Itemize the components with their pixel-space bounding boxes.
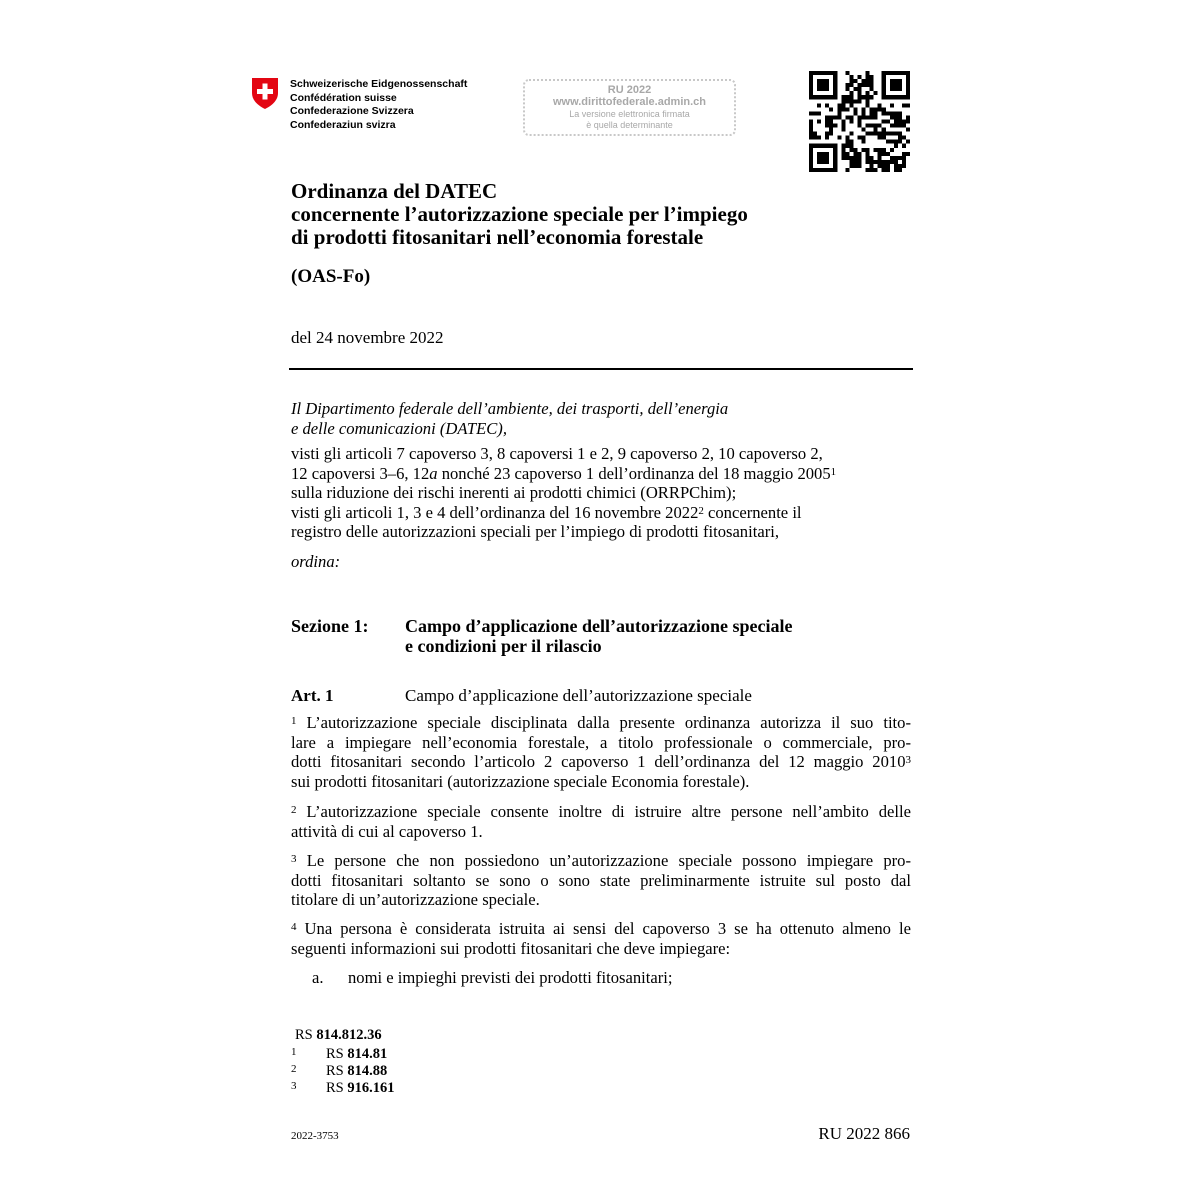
confederation-name-de: Schweizerische Eidgenossenschaft <box>290 78 468 90</box>
title-line: Ordinanza del DATEC <box>291 179 498 203</box>
paragraph-text: Una persona è considerata istruita ai sensi del capoverso 3 se ha ottenuto almeno le <box>296 919 911 938</box>
swiss-shield-icon <box>250 76 280 110</box>
section-title <box>405 616 792 656</box>
title-abbreviation: (OAS-Fo) <box>291 266 371 287</box>
paragraph-number: 4 <box>291 921 297 933</box>
footnote-ref: 814.88 <box>347 1063 388 1079</box>
document-title <box>291 180 748 249</box>
list-item: nomi e impieghi previsti dei prodotti fitosanitari; <box>348 968 673 987</box>
footnote-ref: 814.81 <box>347 1046 388 1062</box>
paragraph-line: dotti fitosanitari soltanto se sono o sono state preliminarmente istruite sul posto dal <box>291 870 911 890</box>
paragraph-line: titolare di un’autorizzazione speciale. <box>291 890 540 909</box>
footnote-ref-2[interactable]: 2 <box>698 504 704 517</box>
confederation-name-fr: Confédération suisse <box>290 91 397 104</box>
preamble-text: nonché 23 capoverso 1 dell’ordinanza del 18 maggio 2005 <box>437 463 831 483</box>
paragraph-line <box>291 713 911 733</box>
rs-number <box>295 1027 382 1044</box>
footnote-number: 1 <box>291 1046 297 1058</box>
stamp-url: www.dirittofederale.admin.ch <box>552 96 706 108</box>
preamble-text: 12 capoversi 3–6, 12 <box>291 463 430 483</box>
footnote-prefix: RS <box>326 1080 348 1096</box>
confederation-name-it: Confederazione Svizzera <box>290 105 414 117</box>
preamble-line <box>291 503 836 523</box>
paragraph-text: L’autorizzazione speciale consente inoltre di istruire altre persone nell’ambito delle <box>296 802 911 821</box>
footnote-text <box>326 1080 395 1097</box>
preamble <box>291 444 836 542</box>
section-title-line: e condizioni per il rilascio <box>405 636 602 656</box>
paragraph-2 <box>291 802 911 841</box>
paragraph-line <box>291 752 911 772</box>
confederation-names <box>290 78 467 132</box>
document-date: del 24 novembre 2022 <box>291 328 444 347</box>
paragraph-line: seguenti informazioni sui prodotti fitosanitari che deve impiegare: <box>291 938 731 958</box>
title-line: di prodotti fitosanitari nell’economia forestale <box>291 225 704 249</box>
rs-prefix: RS <box>295 1027 317 1043</box>
footnote-prefix: RS <box>326 1063 348 1079</box>
paragraph-line <box>291 851 911 871</box>
paragraph-number: 2 <box>291 804 297 816</box>
paragraph-line <box>291 802 911 822</box>
article-title: Campo d’applicazione dell’autorizzazione speciale <box>405 686 752 705</box>
stamp-ru: RU 2022 <box>607 84 652 96</box>
preamble-line: visti gli articoli 7 capoverso 3, 8 capoversi 1 e 2, 9 capoverso 2, 10 capoverso 2, <box>291 444 823 463</box>
publication-stamp <box>523 79 736 136</box>
paragraph-text: L’autorizzazione speciale disciplinata dalla presente ordinanza autorizza il suo tito- <box>296 713 911 732</box>
preamble-text: visti gli articoli 1, 3 e 4 dell’ordinanza del 16 novembre 2022 <box>291 502 699 522</box>
document-number: 2022-3753 <box>291 1130 339 1142</box>
paragraph-3 <box>291 851 911 910</box>
paragraph-number: 3 <box>291 853 297 865</box>
paragraph-line: sui prodotti fitosanitari (autorizzazione speciale Economia forestale). <box>291 771 750 791</box>
preamble-line: sulla riduzione dei rischi inerenti ai prodotti chimici (ORRPChim); <box>291 483 737 502</box>
confederation-name-rm: Confederaziun svizra <box>290 118 396 131</box>
section-number: Sezione 1: <box>291 616 369 636</box>
paragraph-line: attività di cui al capoverso 1. <box>291 821 483 841</box>
authority-line: e delle comunicazioni (DATEC), <box>291 418 507 438</box>
preamble-line: registro delle autorizzazioni speciali per l’impiego di prodotti fitosanitari, <box>291 522 779 541</box>
rs-value: 814.812.36 <box>316 1027 382 1043</box>
paragraph-text: Le persone che non possiedono un’autorizzazione speciale possono impiegare pro- <box>296 851 911 870</box>
title-line: concernente l’autorizzazione speciale per l’impiego <box>291 202 748 226</box>
article-number: Art. 1 <box>291 686 334 705</box>
footnote-text <box>326 1046 387 1063</box>
list-item-letter: a. <box>312 968 324 987</box>
footnote-ref-3[interactable]: 3 <box>905 754 911 766</box>
authority-line: Il Dipartimento federale dell’ambiente, dei trasporti, dell’energia <box>291 399 729 418</box>
preamble-text: concernente il <box>703 502 802 522</box>
paragraph-line: lare a impiegare nell’economia forestale, a titolo professionale o commerciale, pro- <box>291 732 911 752</box>
footnote-prefix: RS <box>326 1046 348 1062</box>
divider <box>289 368 913 370</box>
preamble-italic: a <box>429 463 438 483</box>
ordina: ordina: <box>291 552 341 571</box>
paragraph-line <box>291 919 911 939</box>
stamp-note-1: La versione elettronica firmata <box>569 109 690 119</box>
footnote-ref-1[interactable]: 1 <box>830 465 837 478</box>
ru-reference: RU 2022 866 <box>818 1124 910 1143</box>
paragraph-number: 1 <box>291 715 297 727</box>
paragraph-1 <box>291 713 911 791</box>
qr-code-icon <box>809 71 910 172</box>
paragraph-text: dotti fitosanitari secondo l’articolo 2 capoverso 1 dell’ordinanza del 12 maggio 2010 <box>291 752 906 771</box>
paragraph-4 <box>291 919 911 958</box>
preamble-line <box>291 464 836 484</box>
qr-code <box>809 71 910 172</box>
swiss-cross-logo <box>250 76 280 110</box>
footnote-ref: 916.161 <box>347 1080 395 1096</box>
issuing-authority <box>291 399 728 438</box>
footnote-number: 3 <box>291 1080 297 1092</box>
stamp-note-2: è quella determinante <box>586 120 673 130</box>
footnote-text <box>326 1063 387 1080</box>
section-title-line: Campo d’applicazione dell’autorizzazione speciale <box>405 616 793 636</box>
footnote-number: 2 <box>291 1063 297 1075</box>
